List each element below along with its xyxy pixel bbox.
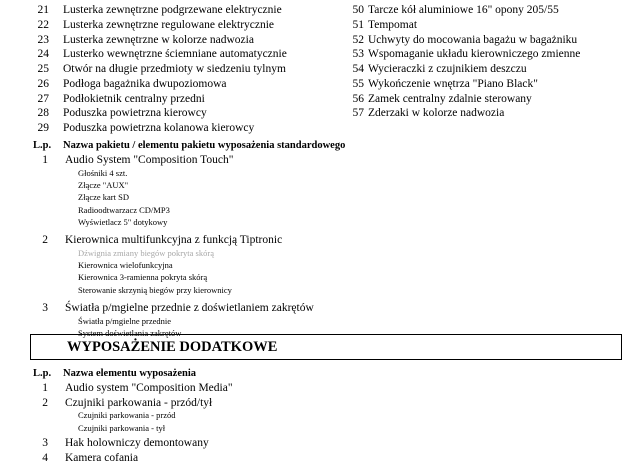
equipment-row (0, 77, 300, 91)
item-number: 57 (352, 107, 364, 120)
package-element: Światła p/mgielne przednie (78, 315, 171, 326)
item-number: 55 (352, 77, 364, 90)
package-element: Złącze "AUX" (78, 180, 129, 191)
extra-name: Audio system "Composition Media" (65, 382, 233, 394)
item-number: 25 (37, 63, 49, 75)
item-name: Uchwyty do mocowania bagażu w bagażniku (368, 33, 578, 46)
extra-number: 1 (42, 382, 48, 394)
lp-label: L.p. (33, 368, 52, 379)
item-name: Poduszka powietrzna kierowcy (63, 107, 207, 120)
item-number: 56 (352, 92, 364, 105)
extra-number: 4 (42, 452, 48, 464)
package-row (0, 153, 600, 167)
equipment-row (0, 33, 300, 47)
equipment-row (0, 18, 300, 32)
extra-number: 3 (42, 437, 48, 449)
equipment-row (312, 33, 624, 47)
item-name: Tempomat (368, 18, 418, 31)
packages-header (33, 139, 593, 152)
extra-name: Czujniki parkowania - przód/tył (65, 397, 213, 409)
item-number: 52 (352, 33, 364, 46)
item-name: Lusterka zewnętrzne w kolorze nadwozia (63, 33, 254, 46)
package-element: Radioodtwarzacz CD/MP3 (78, 204, 170, 215)
extra-number: 2 (42, 397, 48, 409)
item-name: Tarcze kół aluminiowe 16" opony 205/55 (368, 4, 559, 16)
extra-element: Czujniki parkowania - przód (78, 410, 176, 420)
package-element: Kierownica 3-ramienna pokryta skórą (78, 272, 208, 283)
item-name: Otwór na długie przedmioty w siedzeniu tylnym (63, 63, 286, 75)
section-box (30, 334, 622, 360)
package-row (0, 301, 600, 315)
equipment-row (0, 92, 300, 106)
extras-header (33, 367, 593, 380)
equipment-row (312, 18, 624, 32)
item-number: 23 (37, 33, 49, 46)
package-element: Złącze kart SD (78, 192, 129, 203)
lp-label: L.p. (33, 140, 52, 151)
equipment-row (0, 62, 300, 76)
section-title: WYPOSAŻENIE DODATKOWE (67, 339, 278, 355)
package-number: 2 (42, 234, 48, 246)
equipment-row (312, 92, 624, 106)
package-element: Sterowanie skrzynią biegów przy kierownicy (78, 284, 232, 295)
equipment-row (312, 3, 624, 17)
extra-row (0, 381, 600, 395)
extra-name: Kamera cofania (65, 452, 139, 464)
item-number: 28 (37, 107, 49, 120)
column-title: Nazwa pakietu / elementu pakietu wyposażenia standardowego (63, 140, 346, 151)
package-row (0, 233, 600, 247)
equipment-row (0, 121, 300, 135)
item-number: 29 (37, 122, 49, 134)
package-element: Kierownica wielofunkcyjna (78, 260, 173, 271)
equipment-row (312, 62, 624, 76)
item-number: 54 (352, 63, 364, 75)
item-number: 51 (352, 18, 364, 31)
item-name: Wycieraczki z czujnikiem deszczu (368, 63, 527, 75)
package-element: System doświetlania zakrętów (78, 328, 182, 338)
item-name: Zderzaki w kolorze nadwozia (368, 107, 505, 120)
item-name: Poduszka powietrzna kolanowa kierowcy (63, 122, 255, 134)
item-number: 27 (37, 92, 49, 105)
item-number: 50 (352, 4, 364, 16)
item-number: 21 (37, 4, 49, 16)
package-name: Światła p/mgielne przednie z doświetlaniem zakrętów (65, 301, 314, 314)
equipment-row (312, 47, 624, 61)
item-number: 26 (37, 77, 49, 90)
item-name: Wspomaganie układu kierowniczego zmienne (368, 48, 581, 61)
item-number: 24 (37, 48, 49, 61)
extra-element: Czujniki parkowania - tył (78, 422, 166, 433)
item-name: Wykończenie wnętrza "Piano Black" (368, 77, 538, 90)
item-name: Lusterka zewnętrzne podgrzewane elektrycznie (63, 4, 282, 16)
item-name: Lusterka zewnętrzne regulowane elektrycznie (63, 18, 275, 31)
extra-row (0, 396, 600, 410)
item-name: Lusterko wewnętrzne ściemniane automatycznie (63, 48, 287, 61)
extra-name: Hak holowniczy demontowany (65, 437, 209, 449)
equipment-row (0, 3, 300, 17)
equipment-row (312, 77, 624, 91)
package-name: Audio System "Composition Touch" (65, 154, 234, 166)
equipment-row (0, 106, 300, 120)
extra-row (0, 436, 600, 450)
item-name: Podłokietnik centralny przedni (63, 92, 205, 105)
equipment-row (312, 106, 624, 120)
item-name: Zamek centralny zdalnie sterowany (368, 92, 532, 105)
package-element: Wyświetlacz 5" dotykowy (78, 216, 168, 227)
package-name: Kierownica multifunkcyjna z funkcją Tiptronic (65, 234, 283, 246)
package-element: Głośniki 4 szt. (78, 168, 128, 178)
item-name: Podłoga bagażnika dwupoziomowa (63, 77, 227, 90)
package-number: 3 (42, 301, 48, 314)
column-title: Nazwa elementu wyposażenia (63, 368, 196, 379)
extra-row (0, 451, 600, 465)
package-number: 1 (42, 154, 48, 166)
item-number: 53 (352, 48, 364, 61)
package-element: Dźwignia zmiany biegów pokryta skórą (78, 248, 214, 258)
item-number: 22 (37, 18, 49, 31)
equipment-row (0, 47, 300, 61)
